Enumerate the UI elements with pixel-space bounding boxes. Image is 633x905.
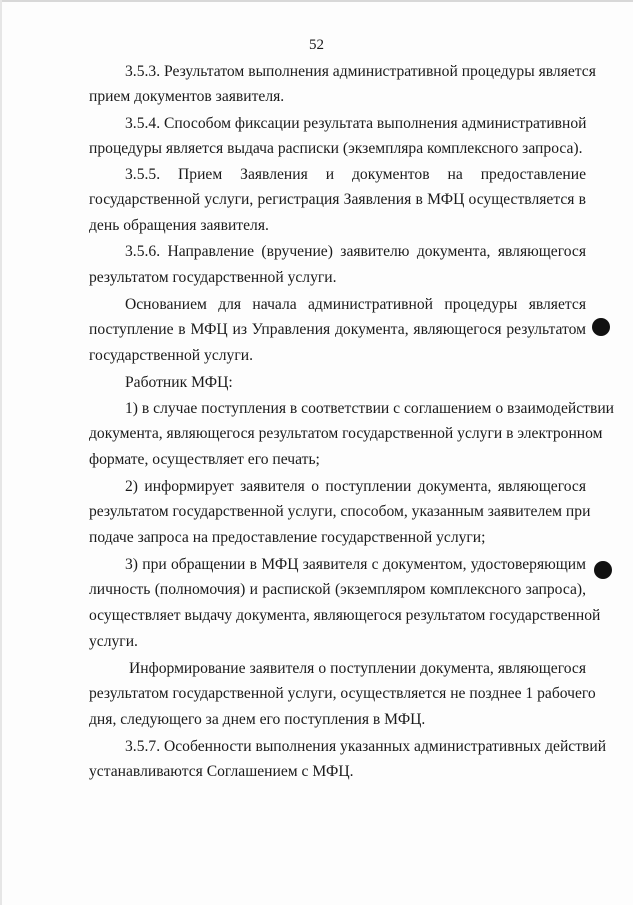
text-line: формате, осуществляет его печать; xyxy=(89,451,320,468)
text-line: процедуры является выдача расписки (экземпляра комплексного запроса). xyxy=(89,140,583,157)
text-line: день обращения заявителя. xyxy=(89,217,269,234)
text-line: личность (полномочия) и распиской (экземпляром комплексного запроса), xyxy=(89,581,586,598)
text-line: результатом государственной услуги. xyxy=(89,269,337,286)
text-line: документа, являющегося результатом государственной услуги в электронном xyxy=(89,425,603,442)
text-line: 2) информирует заявителя о поступлении документа, являющегося xyxy=(125,478,586,495)
punch-hole xyxy=(592,318,610,336)
text-line: устанавливаются Соглашением с МФЦ. xyxy=(89,763,354,780)
text-line: 3.5.3. Результатом выполнения административной процедуры является xyxy=(125,63,596,80)
text-line: результатом государственной услуги, способом, указанным заявителем при xyxy=(89,503,591,520)
text-line: Информирование заявителя о поступлении документа, являющегося xyxy=(129,660,586,677)
text-line: 1) в случае поступления в соответствии с соглашением о взаимодействии xyxy=(125,400,615,417)
text-line: Основанием для начала административной процедуры является xyxy=(125,296,586,313)
punch-hole xyxy=(594,561,612,579)
scan-edge-left xyxy=(0,0,2,905)
text-line: государственной услуги, регистрация Заявления в МФЦ осуществляется в xyxy=(89,191,586,208)
page-number: 52 xyxy=(309,37,324,53)
text-line: услуги. xyxy=(89,633,138,650)
text-line: осуществляет выдачу документа, являющегося результатом государственной xyxy=(89,607,601,624)
text-line: поступление в МФЦ из Управления документа, являющегося результатом xyxy=(89,321,586,338)
text-line: 3.5.6. Направление (вручение) заявителю документа, являющегося xyxy=(125,243,586,260)
text-line: 3) при обращении в МФЦ заявителя с документом, удостоверяющим xyxy=(125,556,586,573)
scan-edge-top xyxy=(0,0,633,2)
text-line: государственной услуги. xyxy=(89,347,253,364)
text-line: результатом государственной услуги, осуществляется не позднее 1 рабочего xyxy=(89,685,596,702)
text-line: 3.5.5. Прием Заявления и документов на предоставление xyxy=(125,166,586,183)
text-line: подаче запроса на предоставление государственной услуги; xyxy=(89,529,486,546)
text-line: Работник МФЦ: xyxy=(125,374,233,391)
text-line: прием документов заявителя. xyxy=(89,88,285,105)
text-line: 3.5.4. Способом фиксации результата выполнения административной xyxy=(125,115,587,132)
text-line: дня, следующего за днем его поступления в МФЦ. xyxy=(89,711,426,728)
text-line: 3.5.7. Особенности выполнения указанных административных действий xyxy=(125,738,607,755)
